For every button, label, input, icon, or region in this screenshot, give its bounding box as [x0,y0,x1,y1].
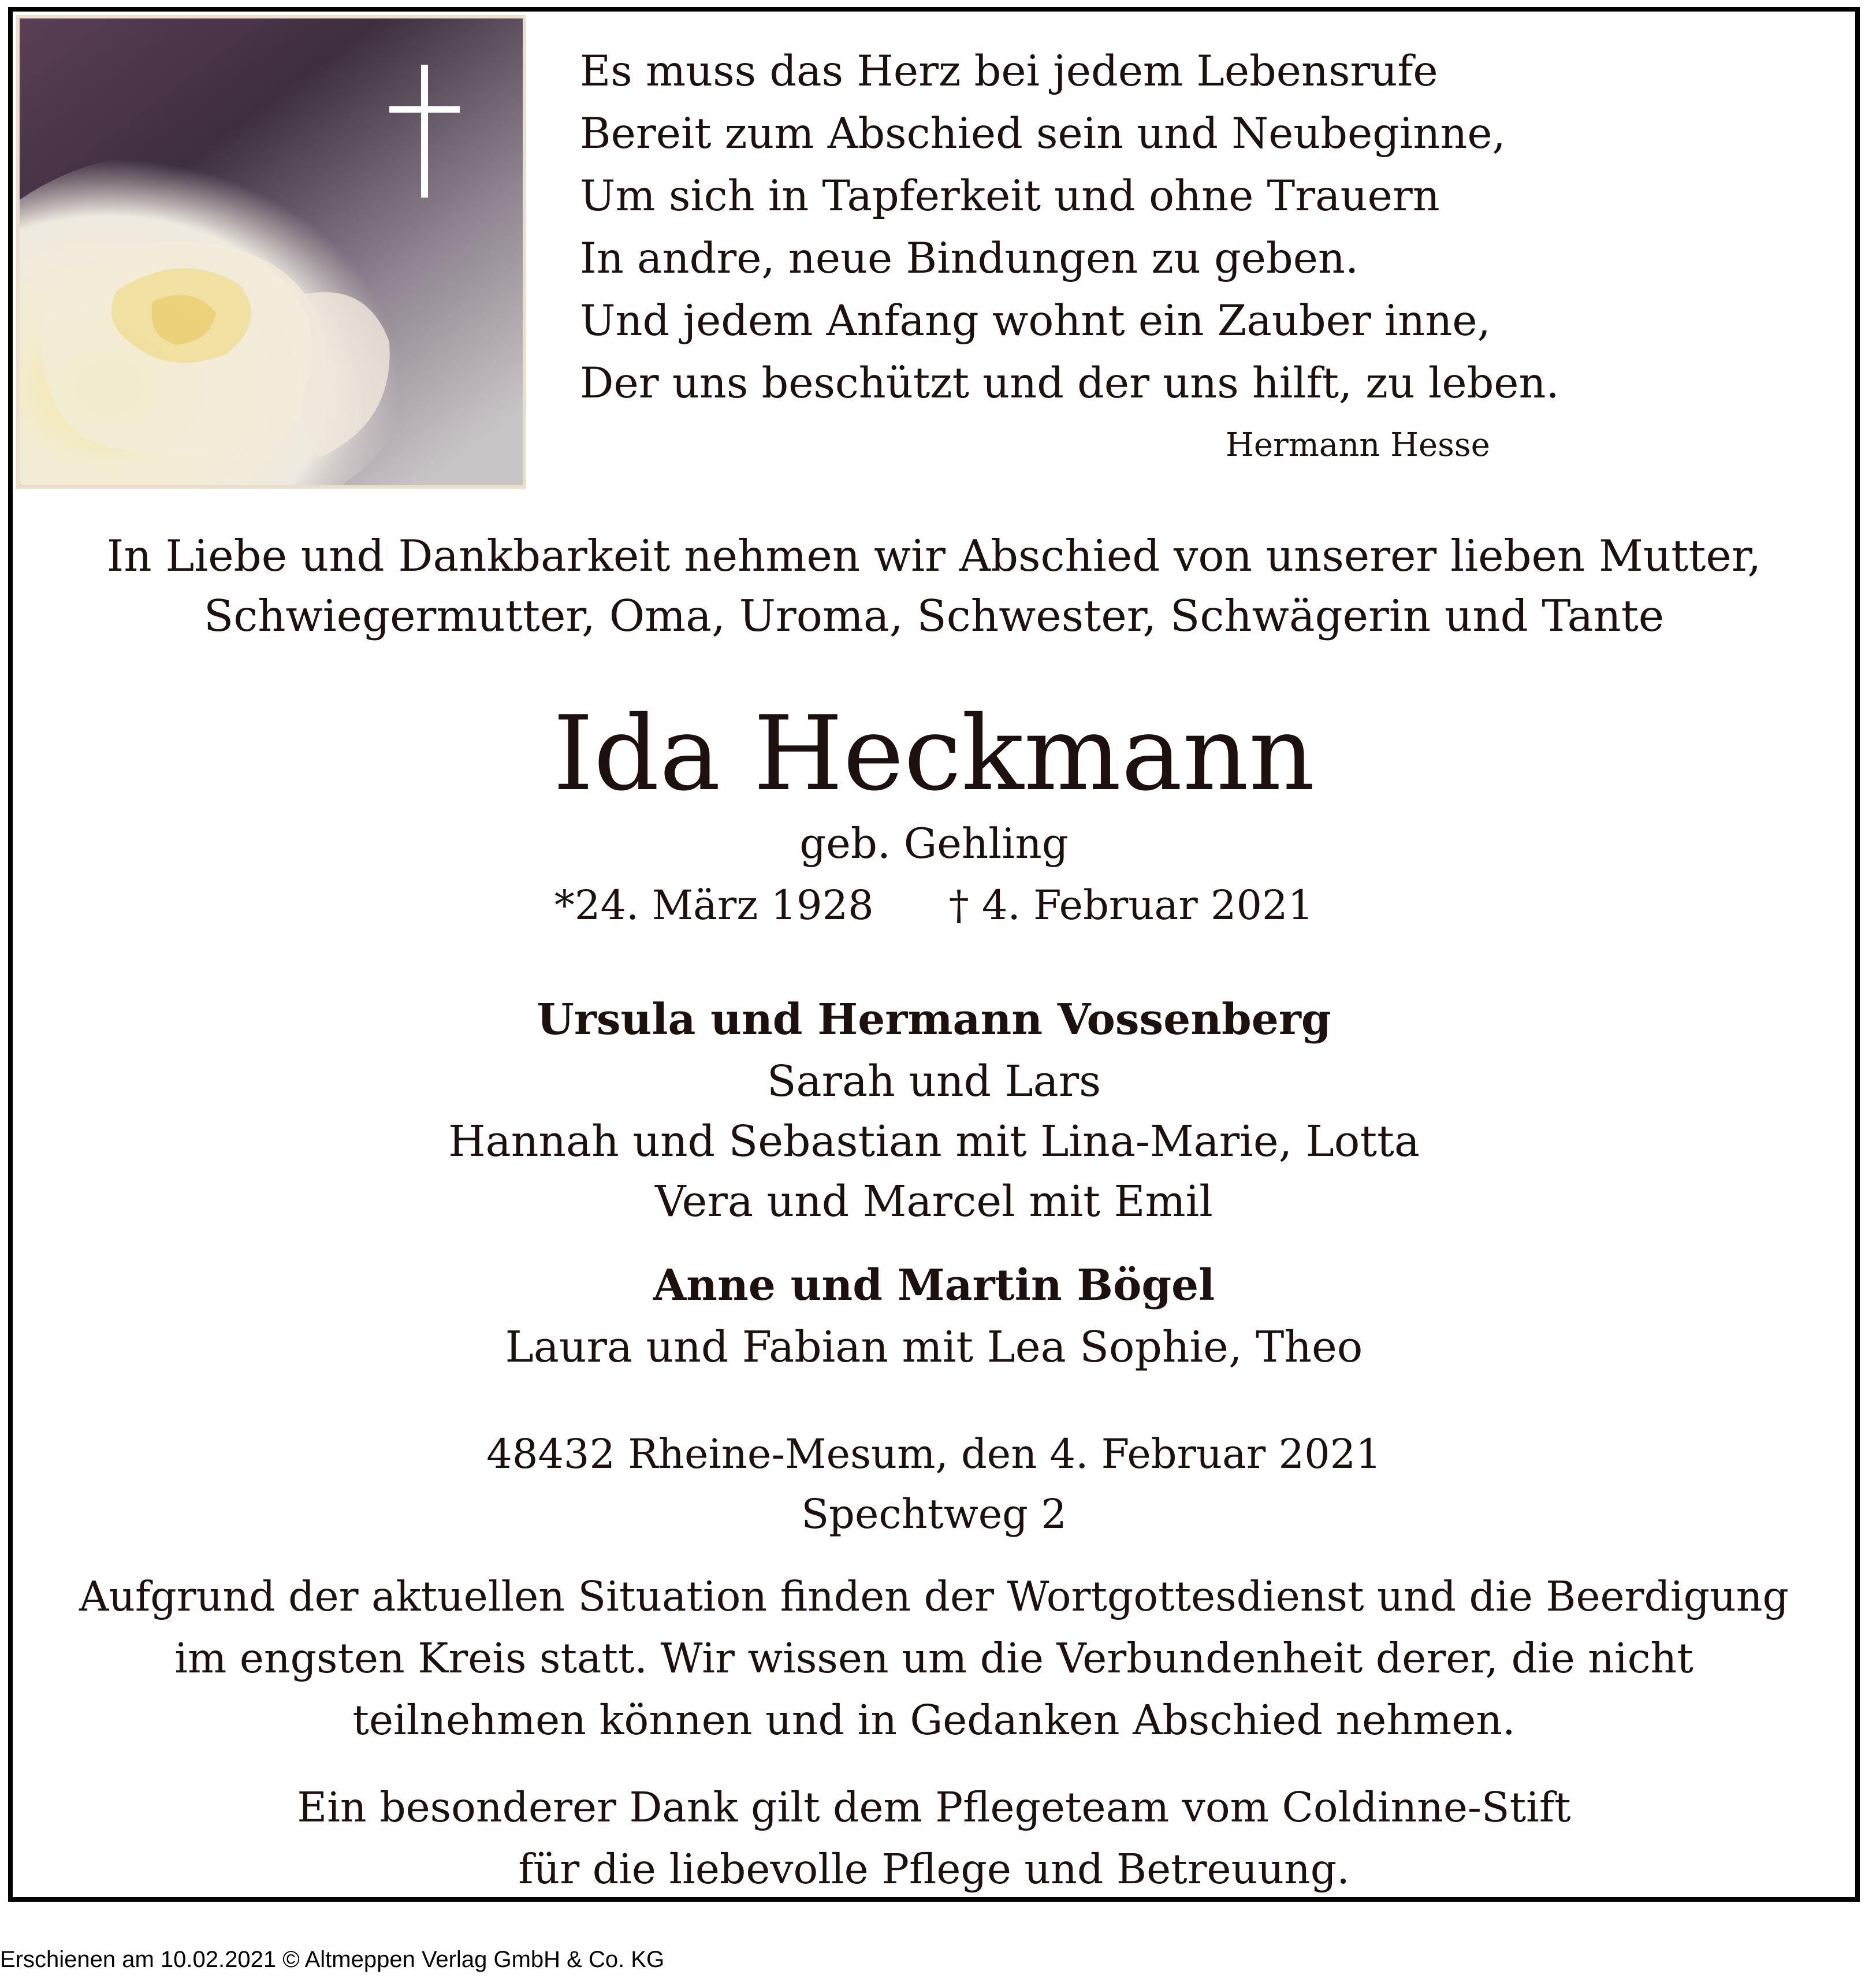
address-block [13,1424,1855,1544]
cross-icon [421,65,428,198]
notice-line: teilnehmen können und in Gedanken Abschied nehmen. [352,1696,1516,1744]
thanks-line: für die liebevolle Pflege und Betreuung. [518,1845,1350,1893]
obituary-frame [8,7,1860,1902]
family-group [13,988,1855,1232]
death-date: † 4. Februar 2021 [948,882,1314,929]
place-date: 48432 Rheine-Mesum, den 4. Februar 2021 [486,1430,1382,1478]
poem-line: Der uns beschützt und der uns hilft, zu leben. [580,359,1559,408]
poem-author: Hermann Hesse [1226,426,1490,464]
family-member: Hannah und Sebastian mit Lina-Marie, Lotta [448,1117,1420,1166]
poem [580,40,1559,415]
thanks-line: Ein besonderer Dank gilt dem Pflegeteam vom Coldinne-Stift [297,1783,1571,1831]
family-group [13,1254,1855,1377]
family-member: Vera und Marcel mit Emil [655,1177,1213,1226]
family-member: Sarah und Lars [766,1057,1101,1106]
notice-line: Aufgrund der aktuellen Situation finden der Wortgottesdienst und die Beerdigung [79,1572,1789,1620]
poem-line: Um sich in Tapferkeit und ohne Trauern [580,172,1440,221]
family-head: Anne und Martin Bögel [653,1261,1215,1310]
life-dates [13,879,1855,931]
poem-line: Es muss das Herz bei jedem Lebensrufe [580,47,1438,96]
deceased-name: Ida Heckmann [553,694,1315,813]
rose-with-cross-image [16,15,526,489]
notice-line: im engsten Kreis statt. Wir wissen um die Verbundenheit derer, die nicht [174,1634,1693,1682]
intro-line: Schwiegermutter, Oma, Uroma, Schwester, Schwägerin und Tante [203,590,1665,641]
maiden-name: geb. Gehling [799,819,1069,868]
birth-date: *24. März 1928 [554,882,874,929]
street: Spechtweg 2 [801,1490,1067,1538]
intro-text [13,526,1855,646]
funeral-notice [13,1566,1855,1751]
poem-line: In andre, neue Bindungen zu geben. [580,234,1359,283]
thanks-note [13,1776,1855,1900]
family-head: Ursula und Hermann Vossenberg [537,995,1331,1044]
poem-line: Und jedem Anfang wohnt ein Zauber inne, [580,296,1491,345]
publication-footer: Erschienen am 10.02.2021 © Altmeppen Verlag GmbH & Co. KG [0,1947,665,1972]
poem-line: Bereit zum Abschied sein und Neubeginne, [580,109,1506,158]
intro-line: In Liebe und Dankbarkeit nehmen wir Abschied von unserer lieben Mutter, [106,530,1762,581]
family-member: Laura und Fabian mit Lea Sophie, Theo [505,1322,1363,1372]
